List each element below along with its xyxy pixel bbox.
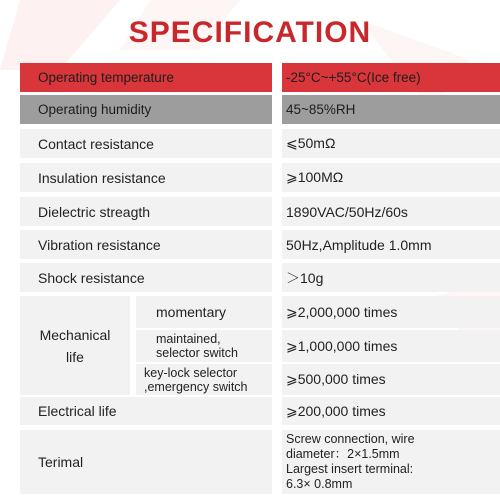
mechanical-sub-key-lock	[136, 364, 272, 395]
mechanical-value-key-lock: ⩾500,000 times	[282, 364, 500, 395]
spec-value: 50Hz,Amplitude 1.0mm	[282, 230, 500, 259]
spec-value: ⩽50mΩ	[282, 129, 500, 158]
spec-row-shock-resistance	[20, 263, 500, 292]
terminal-value-line: Largest insert terminal:	[286, 462, 414, 476]
spec-label: Contact resistance	[20, 129, 272, 158]
spec-row-terminal	[20, 430, 500, 494]
spec-value: 45~85%RH	[282, 95, 500, 124]
mechanical-sub-label-line1: maintained,	[156, 332, 221, 346]
spec-row-operating-temperature	[20, 63, 500, 92]
spec-label: Operating temperature	[20, 63, 272, 92]
spec-value: ⩾200,000 times	[282, 397, 500, 425]
mechanical-sub-label-line2: selector switch	[156, 346, 238, 360]
spec-row-dielectric-strength	[20, 197, 500, 226]
mechanical-label-line1: Mechanical	[39, 326, 111, 343]
mechanical-label-line2: life	[66, 348, 84, 365]
mechanical-value-momentary: ⩾2,000,000 times	[282, 296, 500, 328]
mechanical-sub-momentary	[136, 296, 272, 328]
spec-label: Vibration resistance	[20, 230, 272, 259]
mechanical-life-label	[20, 296, 130, 395]
spec-value: ⩾100MΩ	[282, 163, 500, 192]
spec-label: Operating humidity	[20, 95, 272, 124]
terminal-value-line: Screw connection, wire	[286, 432, 415, 446]
spec-value: -25°C~+55°C(Ice free)	[282, 63, 500, 92]
terminal-value-line: 6.3× 0.8mm	[286, 477, 353, 491]
mechanical-sub-label: momentary	[156, 304, 227, 320]
spec-row-electrical-life	[20, 397, 500, 425]
mechanical-sub-maintained	[136, 330, 272, 362]
spec-row-vibration-resistance	[20, 230, 500, 259]
page-title: SPECIFICATION	[128, 16, 372, 49]
spec-value	[282, 430, 500, 494]
spec-value: ＞10g	[282, 263, 500, 292]
terminal-value-line: diameter：2×1.5mm	[286, 447, 400, 461]
spec-label: Shock resistance	[20, 263, 272, 292]
mechanical-sub-label-line2: ,emergency switch	[144, 379, 248, 394]
mechanical-sub-label-line1: key-lock selector	[144, 365, 238, 380]
spec-label: Terimal	[20, 430, 272, 494]
spec-label: Dielectric streagth	[20, 197, 272, 226]
spec-label: Electrical life	[20, 397, 272, 425]
spec-row-contact-resistance	[20, 129, 500, 158]
spec-row-operating-humidity	[20, 95, 500, 124]
mechanical-value-maintained: ⩾1,000,000 times	[282, 330, 500, 362]
spec-row-insulation-resistance	[20, 163, 500, 192]
spec-label: Insulation resistance	[20, 163, 272, 192]
spec-value: 1890VAC/50Hz/60s	[282, 197, 500, 226]
